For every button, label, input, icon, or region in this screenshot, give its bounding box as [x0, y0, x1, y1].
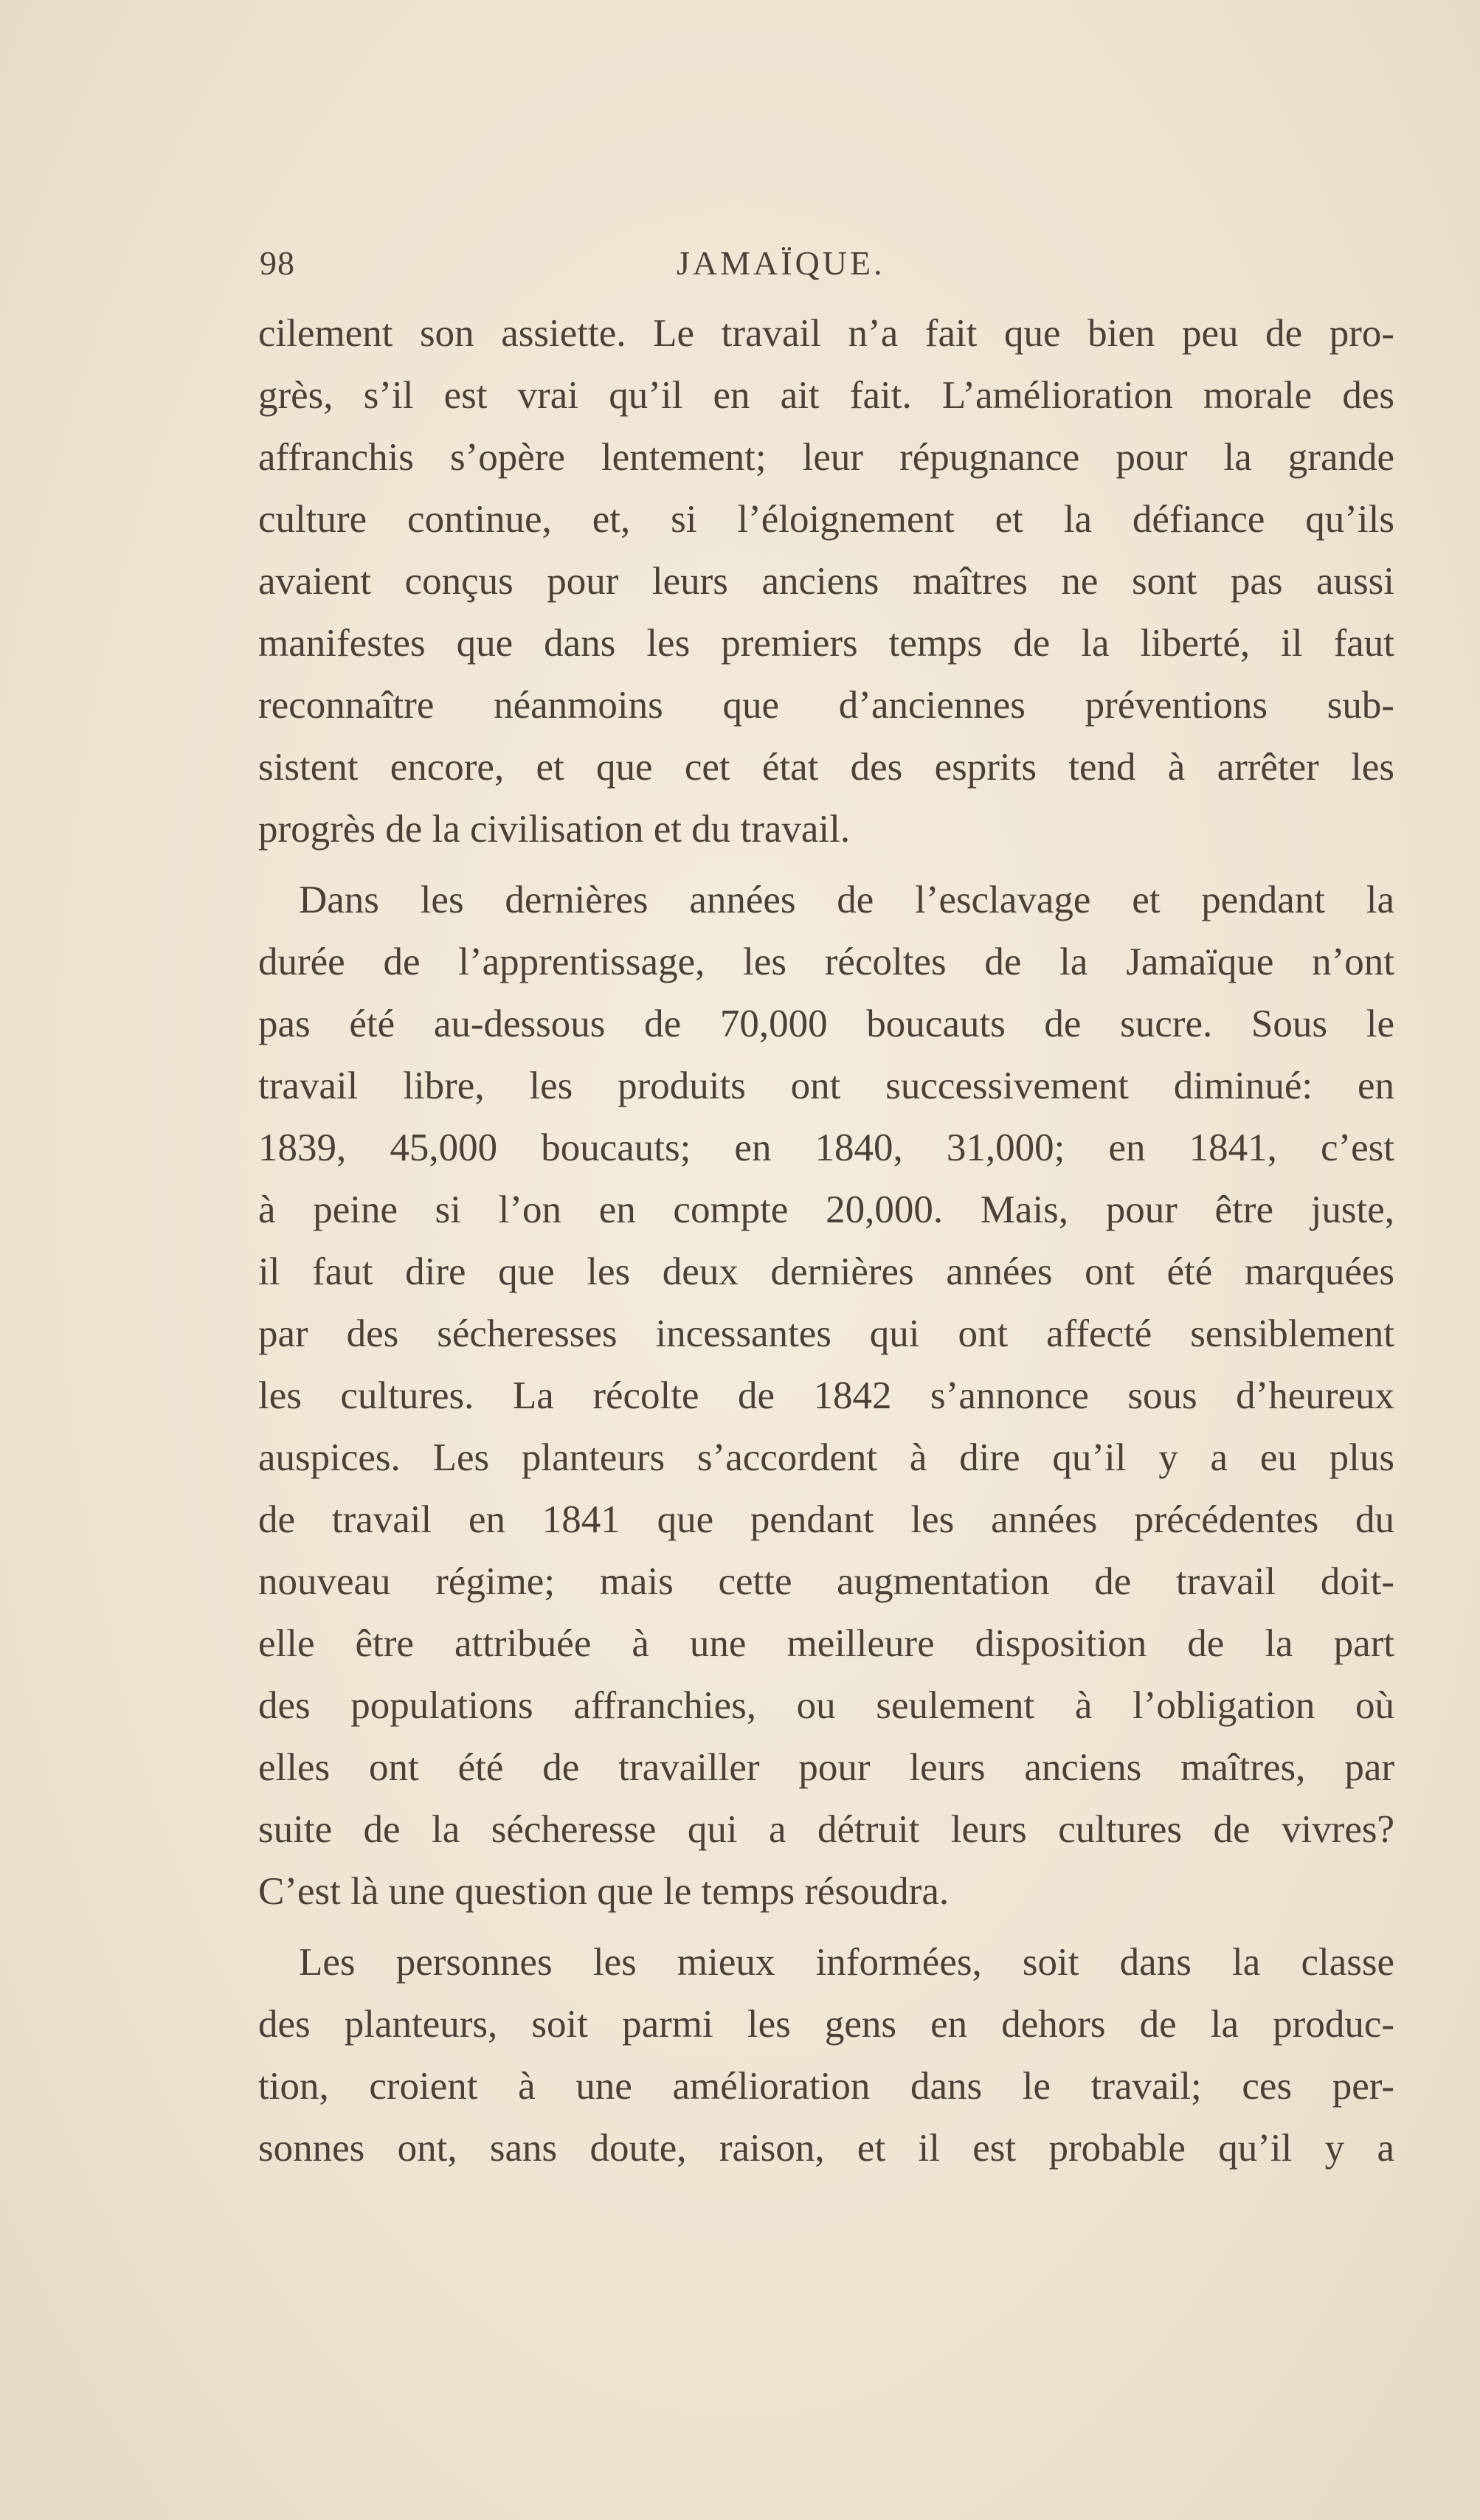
text-line: à peine si l’on en compte 20,000. Mais, pour être juste, [258, 1188, 1394, 1231]
text-line: tion, croient à une amélioration dans le travail; ces per- [258, 2065, 1394, 2108]
text-line: il faut dire que les deux dernières années ont été marquées [258, 1250, 1394, 1293]
text-line: sonnes ont, sans doute, raison, et il est probable qu’il y a [258, 2127, 1394, 2170]
body-text [258, 302, 1394, 2179]
page-number: 98 [260, 244, 295, 282]
text-line: cilement son assiette. Le travail n’a fait que bien peu de pro- [258, 312, 1394, 355]
text-line: travail libre, les produits ont successivement diminué: en [258, 1065, 1394, 1107]
paragraph-continuation [258, 302, 1394, 860]
text-line: progrès de la civilisation et du travail. [258, 808, 851, 851]
text-line: elle être attribuée à une meilleure disposition de la part [258, 1622, 1394, 1665]
text-line: Les personnes les mieux informées, soit dans la classe [299, 1941, 1394, 1984]
text-line: les cultures. La récolte de 1842 s’annonce sous d’heureux [258, 1374, 1394, 1417]
text-line: des planteurs, soit parmi les gens en dehors de la produc- [258, 2003, 1394, 2046]
running-head: JAMAÏQUE. [677, 244, 885, 282]
text-line: 1839, 45,000 boucauts; en 1840, 31,000; en 1841, c’est [258, 1126, 1394, 1169]
text-line: manifestes que dans les premiers temps de la liberté, il faut [258, 622, 1394, 665]
text-line: C’est là une question que le temps résoudra. [258, 1870, 950, 1913]
text-line: sistent encore, et que cet état des esprits tend à arrêter les [258, 746, 1394, 789]
text-line: durée de l’apprentissage, les récoltes de la Jamaïque n’ont [258, 941, 1394, 983]
text-line: Dans les dernières années de l’esclavage et pendant la [299, 879, 1394, 921]
text-line: reconnaître néanmoins que d’anciennes préventions sub- [258, 684, 1394, 727]
text-line: de travail en 1841 que pendant les années précédentes du [258, 1498, 1394, 1541]
text-line: nouveau régime; mais cette augmentation de travail doit- [258, 1560, 1394, 1603]
text-line: pas été au-dessous de 70,000 boucauts de sucre. Sous le [258, 1003, 1394, 1045]
paragraph-spacer [258, 1922, 1394, 1931]
text-line: grès, s’il est vrai qu’il en ait fait. L’amélioration morale des [258, 374, 1394, 417]
text-line: affranchis s’opère lentement; leur répugnance pour la grande [258, 436, 1394, 479]
paragraph-sugar-harvests [258, 869, 1394, 1922]
text-line: suite de la sécheresse qui a détruit leurs cultures de vivres? [258, 1808, 1394, 1851]
text-line: par des sécheresses incessantes qui ont affecté sensiblement [258, 1312, 1394, 1355]
text-line: culture continue, et, si l’éloignement et la défiance qu’ils [258, 498, 1394, 541]
paragraph-spacer [258, 860, 1394, 869]
text-line: avaient conçus pour leurs anciens maîtres ne sont pas aussi [258, 560, 1394, 603]
paragraph-informed-persons [258, 1931, 1394, 2179]
page-header [260, 243, 1396, 288]
text-line: elles ont été de travailler pour leurs anciens maîtres, par [258, 1746, 1394, 1789]
text-line: auspices. Les planteurs s’accordent à dire qu’il y a eu plus [258, 1436, 1394, 1479]
text-line: des populations affranchies, ou seulement à l’obligation où [258, 1684, 1394, 1727]
